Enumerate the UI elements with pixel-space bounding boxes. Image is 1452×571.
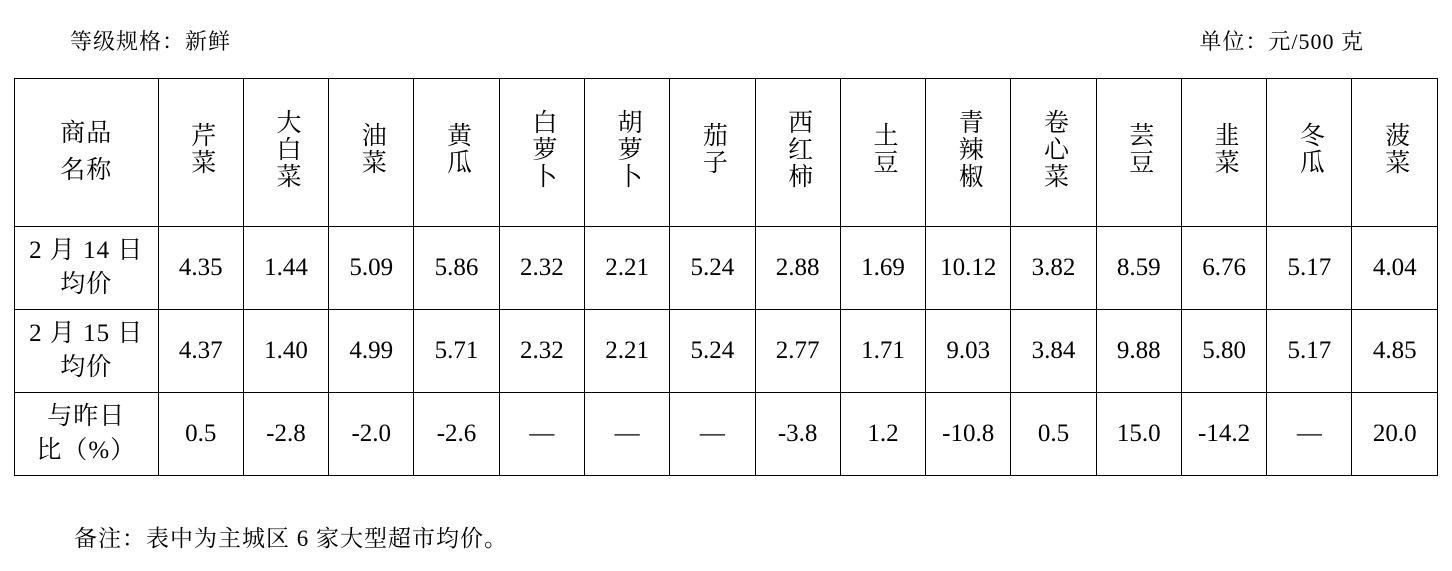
cell-value: -14.2	[1181, 393, 1266, 476]
row-label-line2: 均价	[60, 354, 113, 381]
corner-label-line2: 名称	[60, 156, 113, 184]
cell-value: 1.71	[840, 310, 925, 393]
column-label: 芹菜	[187, 122, 215, 176]
header-cell-tomato	[755, 79, 840, 227]
column-label: 西红柿	[784, 108, 812, 190]
cell-value: -2.0	[329, 393, 414, 476]
column-label: 菠菜	[1381, 122, 1409, 176]
table-footnote: 备注：表中为主城区 6 家大型超市均价。	[74, 526, 508, 551]
cell-value: 1.69	[840, 227, 925, 310]
header-cell-commodity-name	[15, 79, 159, 227]
vegetable-price-table	[14, 78, 1438, 476]
row-label-line1: 2 月 14 日	[29, 237, 144, 265]
cell-value: 5.86	[414, 227, 499, 310]
cell-value: 5.17	[1267, 310, 1352, 393]
cell-value: —	[670, 393, 755, 476]
cell-value: 2.21	[584, 227, 669, 310]
column-label: 黄瓜	[443, 122, 471, 176]
cell-value: —	[499, 393, 584, 476]
cell-value: 20.0	[1352, 393, 1438, 476]
row-label-feb14	[15, 227, 159, 310]
cell-value: 5.09	[329, 227, 414, 310]
cell-value: 8.59	[1096, 227, 1181, 310]
cell-value: 2.88	[755, 227, 840, 310]
cell-value: 5.71	[414, 310, 499, 393]
cell-value: 2.77	[755, 310, 840, 393]
cell-value: 0.5	[158, 393, 243, 476]
cell-value: 4.37	[158, 310, 243, 393]
cell-value: -2.8	[243, 393, 328, 476]
cell-value: 2.32	[499, 227, 584, 310]
column-label: 大白菜	[272, 108, 300, 190]
cell-value: -3.8	[755, 393, 840, 476]
column-label: 白萝卜	[528, 108, 556, 190]
row-label-line1: 2 月 15 日	[29, 320, 144, 348]
header-cell-spinach	[1352, 79, 1438, 227]
row-label-change-pct	[15, 393, 159, 476]
cell-value: 2.32	[499, 310, 584, 393]
column-label: 卷心菜	[1040, 108, 1068, 190]
cell-value: 10.12	[926, 227, 1011, 310]
cell-value: 2.21	[584, 310, 669, 393]
cell-value: 9.03	[926, 310, 1011, 393]
header-cell-cucumber	[414, 79, 499, 227]
cell-value: 5.24	[670, 310, 755, 393]
header-cell-rape	[329, 79, 414, 227]
header-cell-potato	[840, 79, 925, 227]
cell-value: 9.88	[1096, 310, 1181, 393]
header-cell-green-pepper	[926, 79, 1011, 227]
cell-value: 3.82	[1011, 227, 1096, 310]
table-row	[15, 393, 1438, 476]
column-label: 芸豆	[1125, 122, 1153, 176]
row-label-line1: 与昨日	[47, 403, 126, 431]
cell-value: 5.24	[670, 227, 755, 310]
header-cell-leek	[1181, 79, 1266, 227]
cell-value: 1.44	[243, 227, 328, 310]
row-label-line2: 比（%）	[36, 437, 137, 464]
header-cell-celery	[158, 79, 243, 227]
column-label: 土豆	[869, 122, 897, 176]
header-cell-chinese-cabbage	[243, 79, 328, 227]
cell-value: -2.6	[414, 393, 499, 476]
cell-value: 4.99	[329, 310, 414, 393]
cell-value: 5.17	[1267, 227, 1352, 310]
cell-value: 1.40	[243, 310, 328, 393]
cell-value: 1.2	[840, 393, 925, 476]
column-label: 油菜	[358, 122, 386, 176]
column-label: 胡萝卜	[614, 108, 642, 190]
header-cell-winter-melon	[1267, 79, 1352, 227]
table-row	[15, 310, 1438, 393]
cell-value: 5.80	[1181, 310, 1266, 393]
header-cell-kidney-bean	[1096, 79, 1181, 227]
header-cell-cabbage	[1011, 79, 1096, 227]
table-header-line	[0, 20, 1452, 60]
cell-value: —	[1267, 393, 1352, 476]
cell-value: 4.85	[1352, 310, 1438, 393]
unit-label: 单位：元/500 克	[1199, 28, 1364, 54]
cell-value: 4.35	[158, 227, 243, 310]
cell-value: 3.84	[1011, 310, 1096, 393]
row-label-line2: 均价	[60, 271, 113, 298]
column-label: 韭菜	[1211, 122, 1239, 176]
header-cell-white-radish	[499, 79, 584, 227]
column-label: 茄子	[699, 122, 727, 176]
corner-label-line1: 商品	[60, 120, 113, 148]
row-label-feb15	[15, 310, 159, 393]
cell-value: 6.76	[1181, 227, 1266, 310]
cell-value: 0.5	[1011, 393, 1096, 476]
cell-value: —	[584, 393, 669, 476]
cell-value: 4.04	[1352, 227, 1438, 310]
header-cell-eggplant	[670, 79, 755, 227]
table-row	[15, 227, 1438, 310]
table-header-row	[15, 79, 1438, 227]
cell-value: 15.0	[1096, 393, 1181, 476]
cell-value: -10.8	[926, 393, 1011, 476]
header-cell-carrot	[584, 79, 669, 227]
column-label: 冬瓜	[1296, 122, 1324, 176]
grade-spec-label: 等级规格：新鲜	[70, 28, 232, 54]
column-label: 青辣椒	[955, 108, 983, 190]
